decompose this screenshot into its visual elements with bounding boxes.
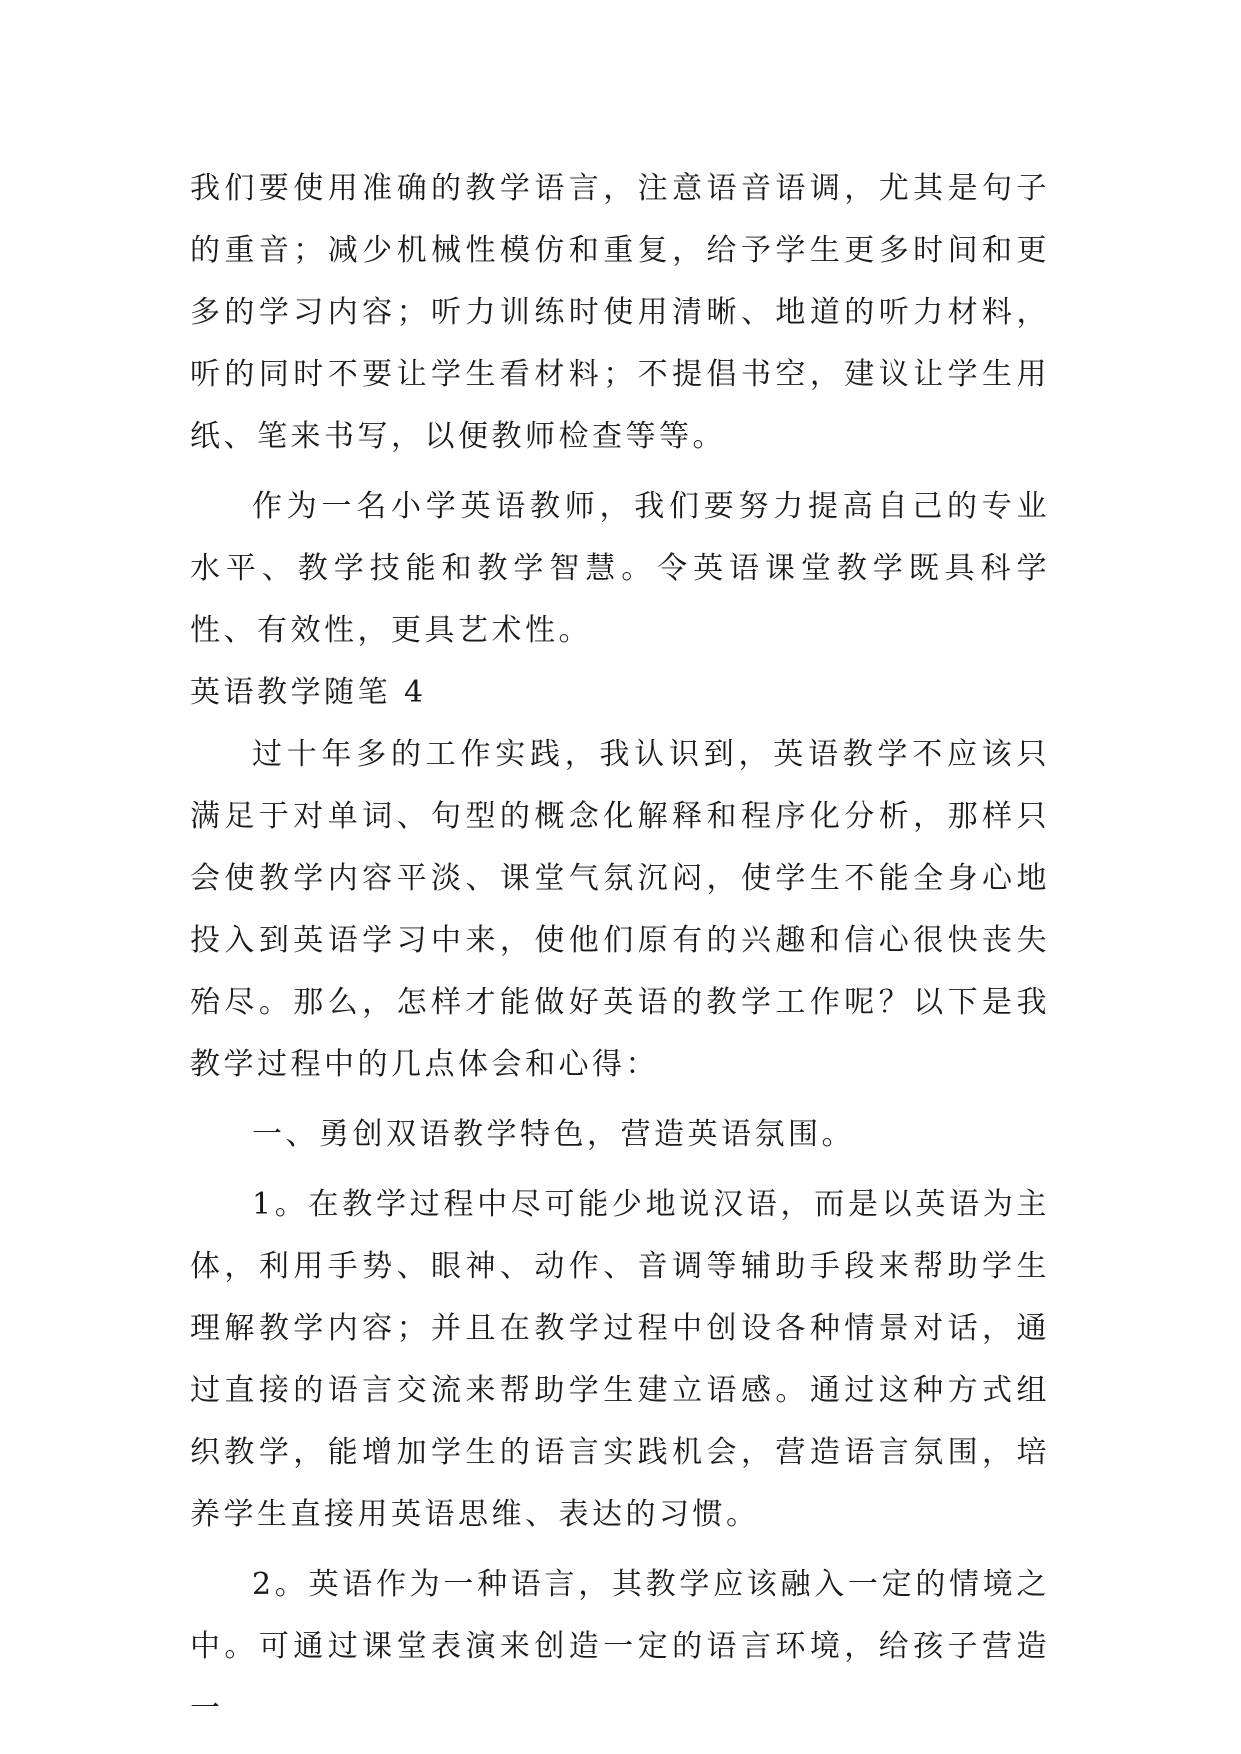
paragraph-section-one-title: 一、勇创双语教学特色，营造英语氛围。 bbox=[252, 1117, 855, 1152]
document-body bbox=[190, 158, 1050, 1740]
paragraph-point-two: 2。英语作为一种语言，其教学应该融入一定的情境之中。可通过课堂表演来创造一定的语言环境，给孩子营造一 bbox=[190, 1567, 1050, 1726]
paragraph-point-one: 1。在教学过程中尽可能少地说汉语，而是以英语为主体，利用手势、眼神、动作、音调等辅助手段来帮助学生理解教学内容；并且在教学过程中创设各种情景对话，通过直接的语言交流来帮助学生建立语感。通过这种方式组织教学，能增加学生的语言实践机会，营造语言氛围，培养学生直接用英语思维、表达的习惯。 bbox=[190, 1187, 1050, 1532]
paragraph-teacher-goals: 作为一名小学英语教师，我们要努力提高自己的专业水平、教学技能和教学智慧。令英语课堂教学既具科学性、有效性，更具艺术性。 bbox=[190, 489, 1050, 648]
section-heading: 英语教学随笔 4 bbox=[190, 675, 427, 710]
paragraph-teaching-language: 我们要使用准确的教学语言，注意语音语调，尤其是句子的重音；减少机械性模仿和重复，给予学生更多时间和更多的学习内容；听力训练时使用清晰、地道的听力材料，听的同时不要让学生看材料；不提倡书空，建议让学生用纸、笔来书写，以便教师检查等等。 bbox=[190, 171, 1050, 454]
paragraph-teaching-experience: 过十年多的工作实践，我认识到，英语教学不应该只满足于对单词、句型的概念化解释和程序化分析，那样只会使教学内容平淡、课堂气氛沉闷，使学生不能全身心地投入到英语学习中来，使他们原有的兴趣和信心很快丧失殆尽。那么，怎样才能做好英语的教学工作呢？以下是我教学过程中的几点体会和心得： bbox=[190, 737, 1050, 1082]
